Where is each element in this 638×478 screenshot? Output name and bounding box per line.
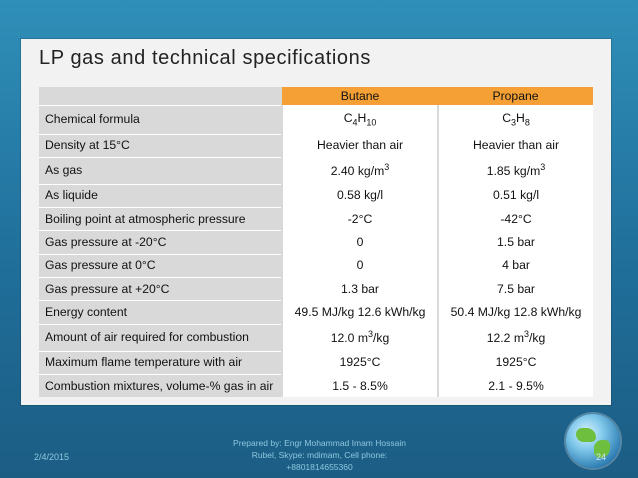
butane-value: Heavier than air [282,134,438,157]
slide-title: LP gas and technical specifications [39,47,371,69]
slide-content [21,39,611,405]
butane-value: 0 [282,231,438,254]
table-row [39,184,593,207]
globe-icon [566,414,620,468]
table-row [39,157,593,184]
table-row [39,106,593,135]
spec-table [39,87,593,397]
header-blank [39,87,282,106]
propane-value: $C_3H_8$ [438,106,593,135]
butane-value: $C_4H_{10}$ [282,106,438,135]
globe-land-icon [576,428,596,442]
table-row [39,208,593,231]
row-label: Gas pressure at +20°C [39,278,282,301]
table-row [39,134,593,157]
butane-value: -2°C [282,208,438,231]
header-butane: Butane [282,87,438,106]
row-label: Chemical formula [39,106,282,135]
table-row [39,324,593,351]
row-label: Gas pressure at -20°C [39,231,282,254]
row-label: As liquide [39,184,282,207]
row-label: Gas pressure at 0°C [39,254,282,277]
table-row [39,231,593,254]
butane-value: 12.0 $m^3/kg$ [282,324,438,351]
header-propane: Propane [438,87,593,106]
spec-table-image [39,87,593,397]
propane-value: 12.2 $m^3/kg$ [438,324,593,351]
propane-value: 1925°C [438,351,593,374]
row-label: Energy content [39,301,282,324]
row-label: Amount of air required for combustion [39,324,282,351]
table-row [39,254,593,277]
propane-value: 4 bar [438,254,593,277]
slide-date: 2/4/2015 [34,452,70,462]
propane-value: 7.5 bar [438,278,593,301]
propane-value: 1.5 bar [438,231,593,254]
propane-value: -42°C [438,208,593,231]
propane-value: 1.85 $kg/m^3$ [438,157,593,184]
butane-value: 1.3 bar [282,278,438,301]
table-row [39,374,593,397]
propane-value: 50.4 MJ/kg 12.8 kWh/kg [438,301,593,324]
propane-value: Heavier than air [438,134,593,157]
table-row [39,278,593,301]
row-label: Maximum flame temperature with air [39,351,282,374]
table-row [39,351,593,374]
butane-value: 2.40 $kg/m^3$ [282,157,438,184]
butane-value: 0 [282,254,438,277]
row-label: Density at 15°C [39,134,282,157]
slide-credit: Prepared by: Engr Mohammad Imam Hossain Rubel, Skype: mdimam, Cell phone: +8801814655360 [233,438,406,472]
butane-value: 1925°C [282,351,438,374]
page-number: 24 [596,452,607,462]
row-label: Combustion mixtures, volume-% gas in air [39,374,282,397]
row-label: Boiling point at atmospheric pressure [39,208,282,231]
butane-value: 1.5 - 8.5% [282,374,438,397]
row-label: As gas [39,157,282,184]
propane-value: 0.51 kg/l [438,184,593,207]
table-row [39,301,593,324]
butane-value: 49.5 MJ/kg 12.6 kWh/kg [282,301,438,324]
propane-value: 2.1 - 9.5% [438,374,593,397]
butane-value: 0.58 kg/l [282,184,438,207]
